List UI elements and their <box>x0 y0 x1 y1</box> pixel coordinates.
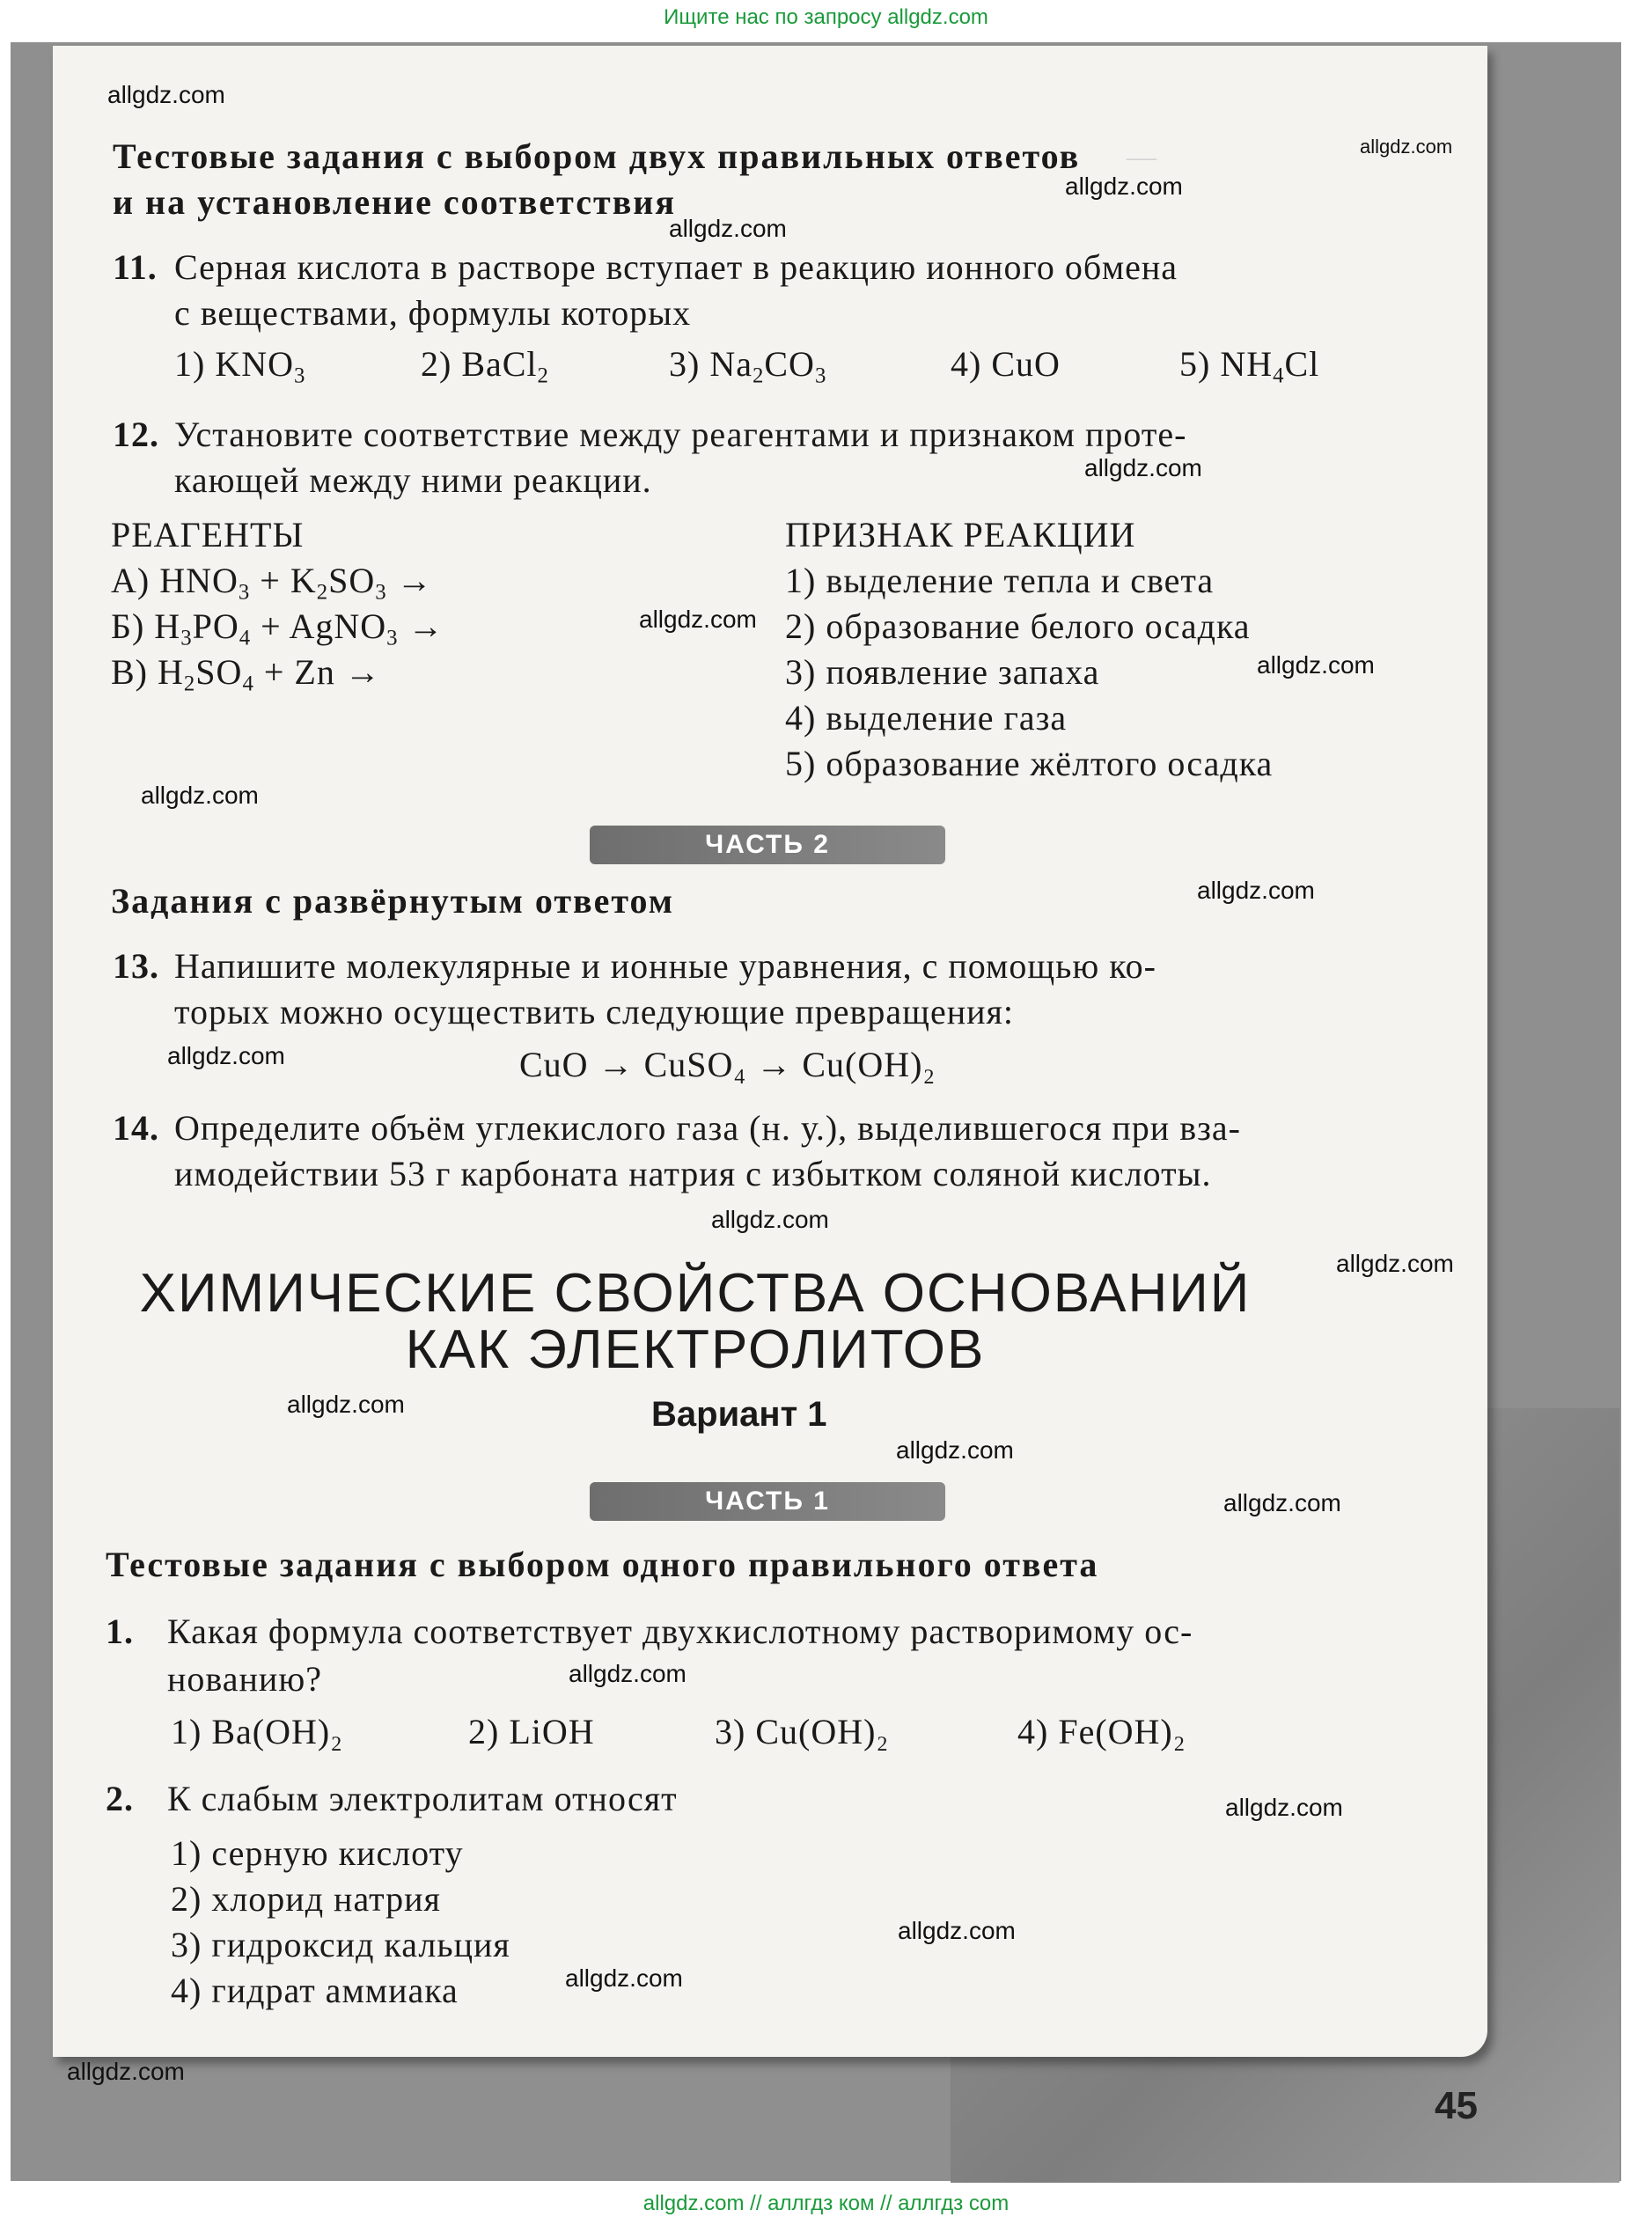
option: 3) $Na_2CO_3$ <box>669 344 827 388</box>
transformation-chain: CuO → CuSO₄ → Cu(OH)₂ <box>519 1045 936 1084</box>
bottom-banner[interactable]: allgdz.com // аллгдз ком // аллгдз com <box>642 2192 1010 2215</box>
question-number: 14. <box>113 1108 159 1148</box>
question-number: 13. <box>113 946 159 986</box>
question-text: Установите соответствие между реагентами и признаком проте- <box>174 415 1187 454</box>
question-text: Напишите молекулярные и ионные уравнения, с помощью ко- <box>174 946 1156 986</box>
question-text: Серная кислота в растворе вступает в реакцию ионного обмена <box>174 247 1178 287</box>
question-13-cont: торых можно осуществить следующие превращения: <box>174 992 1015 1032</box>
part-1-band: ЧАСТЬ 1 <box>590 1482 945 1521</box>
chapter-title: ХИМИЧЕСКИЕ СВОЙСТВА ОСНОВАНИЙ <box>139 1263 1252 1324</box>
watermark: allgdz.com <box>639 606 757 633</box>
watermark: allgdz.com <box>565 1964 683 1992</box>
watermark: allgdz.com <box>167 1042 285 1069</box>
watermark: allgdz.com <box>141 782 259 809</box>
question-1 <box>106 1609 1193 1655</box>
option: 3) гидроксид кальция <box>171 1925 510 1964</box>
option: 2) LiOH <box>468 1712 595 1751</box>
watermark: allgdz.com <box>1336 1250 1454 1277</box>
watermark: allgdz.com <box>287 1391 405 1418</box>
question-14-cont: имодействии 53 г карбоната натрия с избытком соляной кислоты. <box>174 1154 1212 1193</box>
question-text: К слабым электролитам относят <box>167 1779 678 1818</box>
section-heading-one-answer: Тестовые задания с выбором одного правильного ответа <box>106 1545 1099 1584</box>
reagents-column-title: РЕАГЕНТЫ <box>111 515 305 554</box>
watermark: allgdz.com <box>669 215 787 242</box>
watermark: allgdz.com <box>711 1206 829 1233</box>
question-2 <box>106 1776 678 1822</box>
option: 3) Cu(OH)₂ <box>715 1712 890 1751</box>
watermark: allgdz.com <box>1197 877 1315 904</box>
watermark: allgdz.com <box>1225 1794 1343 1821</box>
sign-2: 2) образование белого осадка <box>785 606 1251 646</box>
page-number: 45 <box>1435 2084 1478 2127</box>
question-12 <box>113 412 1186 458</box>
option: 4) Fe(OH)₂ <box>1017 1712 1186 1751</box>
section-heading-two-answers-cont: и на установление соответствия <box>113 182 676 222</box>
section-heading-two-answers: Тестовые задания с выбором двух правильных ответов <box>113 136 1081 176</box>
sign-3: 3) появление запаха <box>785 652 1100 692</box>
watermark: allgdz.com <box>67 2058 185 2085</box>
question-12-cont: кающей между ними реакции. <box>174 460 652 500</box>
part-2-band: ЧАСТЬ 2 <box>590 826 945 864</box>
question-11-cont: с веществами, формулы которых <box>174 293 692 333</box>
question-13 <box>113 943 1156 989</box>
reagent-a: А) $HNO_3 + K_2SO_3$ → <box>111 561 433 605</box>
question-number: 12. <box>113 415 159 454</box>
watermark: allgdz.com <box>898 1917 1016 1944</box>
watermark: allgdz.com <box>1360 136 1453 158</box>
section-heading-extended: Задания с развёрнутым ответом <box>111 881 675 921</box>
question-1-cont: нованию? <box>167 1659 322 1699</box>
watermark: allgdz.com <box>569 1660 686 1687</box>
top-banner[interactable]: Ищите нас по запросу allgdz.com <box>664 5 988 29</box>
question-text: Определите объём углекислого газа (н. у.), выделившегося при вза- <box>174 1108 1241 1148</box>
option: 1) $KNO_3$ <box>174 344 306 388</box>
reagent-b: Б) $H_3PO_4$ + AgNO$_3$ → <box>111 606 444 650</box>
show-through-text: — <box>1127 141 1156 173</box>
option: 5) $NH_4Cl$ <box>1179 344 1320 388</box>
watermark: allgdz.com <box>1084 454 1202 481</box>
sign-5: 5) образование жёлтого осадка <box>785 744 1274 783</box>
watermark: allgdz.com <box>896 1436 1014 1464</box>
variant-label: Вариант 1 <box>651 1395 827 1434</box>
option: 4) CuO <box>951 344 1061 384</box>
question-text: Какая формула соответствует двухкислотному растворимому ос- <box>167 1612 1193 1651</box>
question-number: 11. <box>113 247 158 287</box>
signs-column-title: ПРИЗНАК РЕАКЦИИ <box>785 515 1136 554</box>
sign-1: 1) выделение тепла и света <box>785 561 1215 600</box>
watermark: allgdz.com <box>1257 651 1375 679</box>
option: 2) хлорид натрия <box>171 1879 441 1919</box>
question-14 <box>113 1105 1241 1151</box>
chapter-title-cont: КАК ЭЛЕКТРОЛИТОВ <box>405 1319 986 1380</box>
watermark: allgdz.com <box>107 81 225 108</box>
watermark: allgdz.com <box>1223 1489 1341 1516</box>
sign-4: 4) выделение газа <box>785 698 1068 738</box>
option: 1) серную кислоту <box>171 1833 464 1873</box>
question-number: 1. <box>106 1612 134 1651</box>
watermark: allgdz.com <box>1065 173 1183 200</box>
question-number: 2. <box>106 1779 134 1818</box>
option: 2) BaCl$_2$ <box>421 344 549 388</box>
option: 1) Ba(OH)₂ <box>171 1712 344 1751</box>
question-11 <box>113 245 1178 290</box>
option: 4) гидрат аммиака <box>171 1971 459 2010</box>
reagent-c: В) $H_2SO_4 + Zn$ → <box>111 652 381 696</box>
